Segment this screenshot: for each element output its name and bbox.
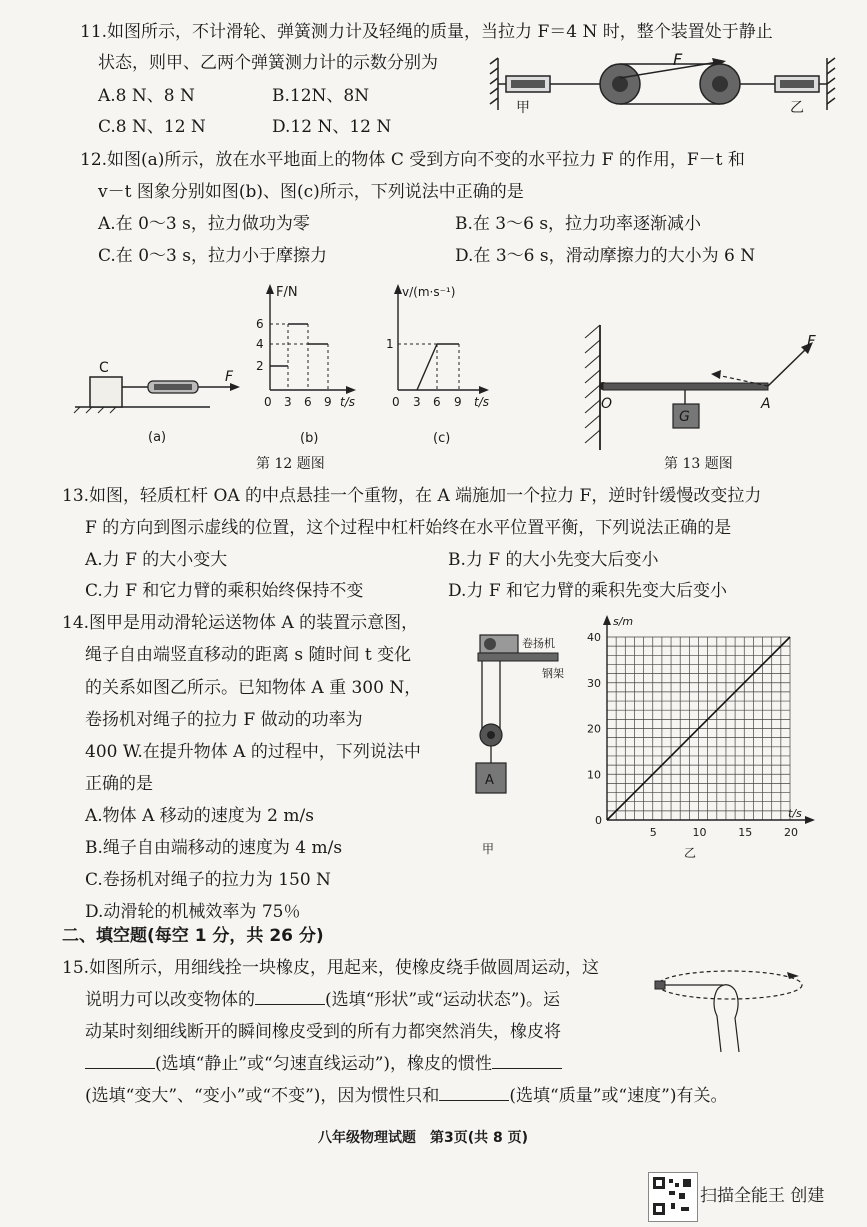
q15-line3: 动某时刻细线断开的瞬间橡皮受到的所有力都突然消失，橡皮将: [85, 1022, 561, 1042]
force-f-label: F: [807, 332, 816, 350]
ft-ytick-4: 4: [256, 337, 264, 351]
ft-ylabel: F/N: [276, 285, 298, 300]
vt-xtick-0: 0: [392, 395, 400, 409]
spring-scale-yi: [775, 76, 827, 92]
label-force-f: F: [673, 50, 683, 69]
q12-caption: 第 12 题图: [256, 456, 325, 472]
q15-line5: [85, 1086, 727, 1106]
st-ytick-label: 0: [595, 814, 602, 827]
q15-line4-text: (选填“静止”或“匀速直线运动”)，橡皮的惯性: [155, 1054, 493, 1074]
q14-option-c: C.卷扬机对绳子的拉力为 150 N: [85, 870, 331, 890]
ft-xtick-3: 3: [284, 395, 292, 409]
q13-option-b: B.力 F 的大小先变大后变小: [448, 550, 659, 570]
q11-option-d: D.12 N、12 N: [272, 117, 392, 137]
q14-line3: 的关系如图乙所示。已知物体 A 重 300 N，: [85, 678, 422, 698]
q13-line1: 13.如图，轻质杠杆 OA 的中点悬挂一个重物，在 A 端施加一个拉力 F，逆时针缓慢改变拉力: [62, 486, 762, 506]
q12-option-b: B.在 3～6 s，拉力功率逐渐减小: [455, 214, 702, 234]
spring-scale-jia: [498, 76, 550, 92]
q14-option-d: D.动滑轮的机械效率为 75％: [85, 902, 301, 922]
q12-line2: v－t 图象分别如图(b)、图(c)所示，下列说法中正确的是: [98, 182, 524, 202]
q11-option-b: B.12N、8N: [272, 86, 370, 106]
vt-ytick-1: 1: [386, 337, 394, 351]
vt-ylabel: v/(m·s⁻¹): [402, 285, 456, 299]
answer-blank-3[interactable]: [492, 1054, 562, 1069]
q14-figure-jia: [460, 625, 575, 860]
frame-label: 钢架: [542, 667, 564, 680]
q11-line2: 状态，则甲、乙两个弹簧测力计的示数分别为: [98, 53, 438, 73]
winch-label: 卷扬机: [522, 637, 555, 650]
q12-option-c: C.在 0～3 s，拉力小于摩擦力: [98, 246, 327, 266]
sub-b: (b): [300, 431, 319, 446]
st-xtick-label: 15: [738, 826, 753, 839]
answer-blank-2[interactable]: [85, 1054, 155, 1069]
vt-xlabel: t/s: [474, 395, 489, 409]
page-footer: 八年级物理试题 第3页(共 8 页): [318, 1130, 529, 1146]
q15-rotating-eraser-figure: [655, 960, 835, 1060]
ft-xlabel: t/s: [340, 395, 355, 409]
q13-option-c: C.力 F 和它力臂的乘积始终保持不变: [85, 581, 364, 601]
ft-xtick-6: 6: [304, 395, 312, 409]
sub-a: (a): [148, 430, 167, 445]
q15-line2-prefix: 说明力可以改变物体的: [85, 990, 255, 1010]
q12-graph-ft: [250, 280, 365, 450]
q14-option-a: A.物体 A 移动的速度为 2 m/s: [85, 806, 314, 826]
sub-jia: 甲: [482, 842, 495, 856]
q11-pulley-figure: [490, 40, 835, 125]
st-ytick-label: 20: [587, 722, 601, 736]
q13-option-d: D.力 F 和它力臂的乘积先变大后变小: [448, 581, 728, 601]
q15-line2-suffix: (选填“形状”或“运动状态”)。运: [325, 990, 561, 1010]
ft-ytick-2: 2: [256, 359, 264, 373]
ft-ytick-6: 6: [256, 317, 264, 331]
q14-line4: 卷扬机对绳子的拉力 F 做动的功率为: [85, 710, 363, 730]
q13-option-a: A.力 F 的大小变大: [85, 550, 228, 570]
q14-line6: 正确的是: [85, 774, 153, 794]
q13-caption: 第 13 题图: [664, 456, 733, 472]
q11-line1: 11.如图所示，不计滑轮、弹簧测力计及轻绳的质量，当拉力 F＝4 N 时，整个装置处于静止: [80, 22, 773, 42]
object-a-label: A: [485, 773, 494, 788]
q14-line1: 14.图甲是用动滑轮运送物体 A 的装置示意图，: [62, 613, 419, 633]
scanner-watermark: 扫描全能王 创建: [700, 1186, 825, 1206]
point-o-label: O: [601, 396, 613, 412]
q14-option-b: B.绳子自由端移动的速度为 4 m/s: [85, 838, 343, 858]
ft-xtick-9: 9: [324, 395, 332, 409]
q13-lever-figure: [575, 320, 835, 455]
qr-code-icon: [648, 1172, 698, 1222]
q14-line2: 绳子自由端竖直移动的距离 s 随时间 t 变化: [85, 645, 412, 665]
q15-line5-prefix: (选填“变大”、“变小”或“不变”)，因为惯性只和: [85, 1086, 440, 1106]
block-c-label: C: [99, 360, 109, 376]
q15-line1: 15.如图所示，用细线拴一块橡皮，甩起来，使橡皮绕手做圆周运动，这: [62, 958, 600, 978]
q12-graph-vt: [378, 280, 503, 450]
q11-option-c: C.8 N、12 N: [98, 117, 206, 137]
pulley-left: [600, 64, 640, 104]
q14-st-chart: [580, 612, 820, 867]
weight-g-label: G: [679, 409, 690, 425]
label-jia: 甲: [516, 100, 530, 116]
st-xtick-label: 5: [649, 826, 657, 839]
q15-line5-suffix: (选填“质量”或“速度”)有关。: [509, 1086, 728, 1106]
vt-xtick-3: 3: [413, 395, 421, 409]
label-yi: 乙: [790, 100, 804, 116]
pulley-right: [700, 64, 740, 104]
vt-xtick-6: 6: [433, 395, 441, 409]
st-ytick-label: 30: [587, 676, 601, 690]
answer-blank-1[interactable]: [255, 990, 325, 1005]
q14-line5: 400 W.在提升物体 A 的过程中，下列说法中: [85, 742, 421, 762]
answer-blank-4[interactable]: [439, 1086, 509, 1101]
q12-option-d: D.在 3～6 s，滑动摩擦力的大小为 6 N: [455, 246, 756, 266]
q13-line2: F 的方向到图示虚线的位置，这个过程中杠杆始终在水平位置平衡，下列说法正确的是: [85, 518, 732, 538]
section-2-heading: 二、填空题(每空 1 分，共 26 分): [62, 926, 324, 946]
q12-line1: 12.如图(a)所示，放在水平地面上的物体 C 受到方向不变的水平拉力 F 的作用，F－t 和: [80, 150, 745, 170]
st-xtick-label: 10: [692, 826, 707, 839]
q15-line2: [85, 990, 560, 1010]
st-xtick-label: 20: [784, 826, 798, 839]
vt-xtick-9: 9: [454, 395, 462, 409]
ft-xtick-0: 0: [264, 395, 272, 409]
force-f-label: F: [225, 369, 234, 385]
q12-figure-a: [70, 355, 245, 450]
sub-yi: 乙: [684, 846, 697, 860]
st-ylabel: s/m: [613, 615, 634, 628]
q11-option-a: A.8 N、8 N: [98, 86, 195, 106]
sub-c: (c): [433, 431, 451, 446]
point-a-label: A: [761, 396, 771, 412]
st-ytick-label: 10: [587, 768, 601, 782]
q15-line4: [85, 1054, 562, 1074]
q12-option-a: A.在 0～3 s，拉力做功为零: [98, 214, 310, 234]
st-xlabel: t/s: [788, 807, 802, 820]
st-ytick-label: 40: [587, 631, 601, 644]
